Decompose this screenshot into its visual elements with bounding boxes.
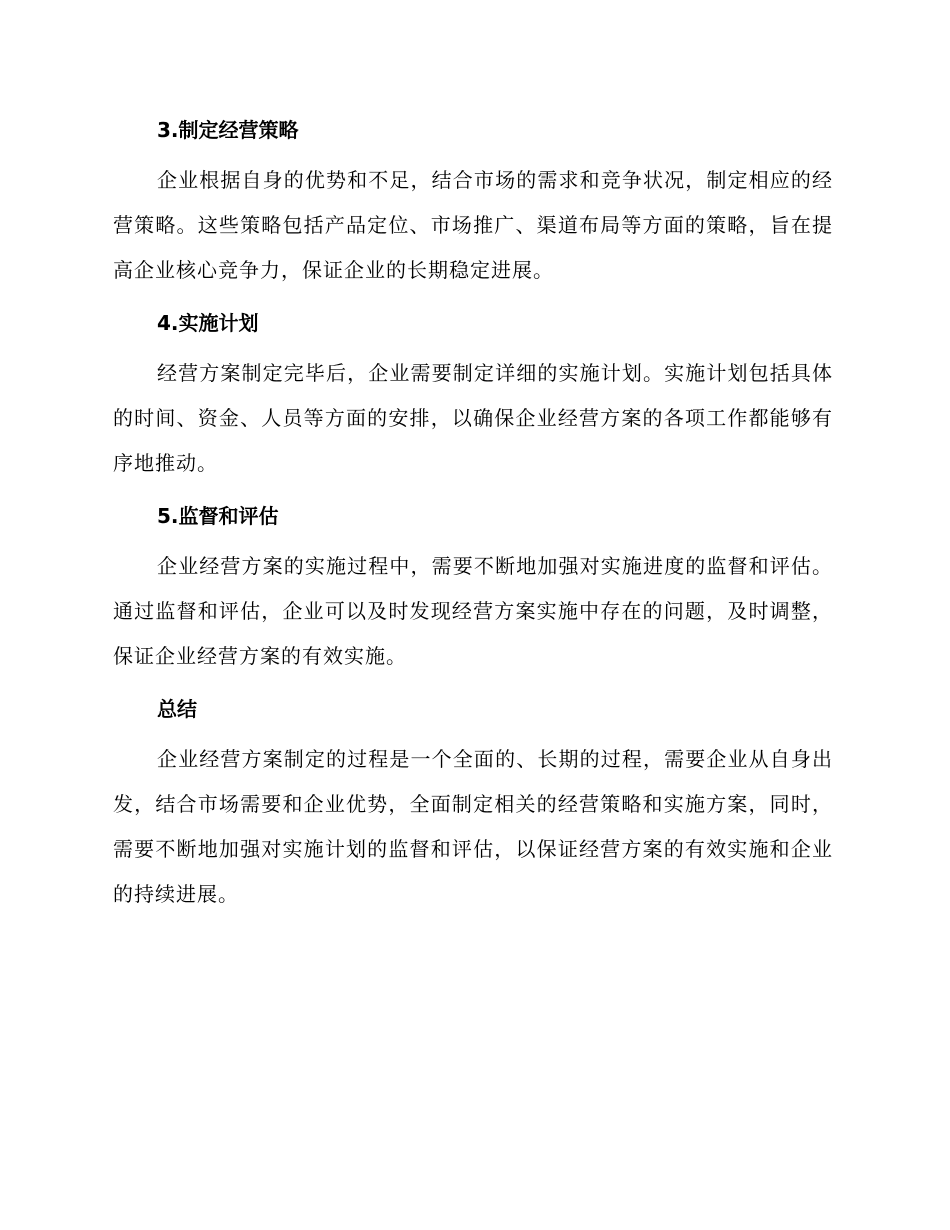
section-summary <box>113 687 833 917</box>
section-heading: 4.实施计划 <box>157 311 259 335</box>
section-strategy <box>113 108 833 293</box>
section-implementation-plan <box>113 301 833 486</box>
section-paragraph: 企业根据自身的优势和不足，结合市场的需求和竞争状况，制定相应的经营策略。这些策略包括产品定位、市场推广、渠道布局等方面的策略，旨在提高企业核心竞争力，保证企业的长期稳定进展。 <box>113 168 833 282</box>
section-supervision <box>113 494 833 679</box>
section-heading: 总结 <box>157 697 197 721</box>
section-paragraph: 经营方案制定完毕后，企业需要制定详细的实施计划。实施计划包括具体的时间、资金、人员等方面的安排，以确保企业经营方案的各项工作都能够有序地推动。 <box>113 361 833 475</box>
section-paragraph: 企业经营方案制定的过程是一个全面的、长期的过程，需要企业从自身出发，结合市场需要和企业优势，全面制定相关的经营策略和实施方案，同时，需要不断地加强对实施计划的监督和评估，以保证经营方案的有效实施和企业的持续进展。 <box>113 747 833 906</box>
section-paragraph: 企业经营方案的实施过程中，需要不断地加强对实施进度的监督和评估。通过监督和评估，企业可以及时发现经营方案实施中存在的问题，及时调整，保证企业经营方案的有效实施。 <box>113 554 833 668</box>
section-heading: 5.监督和评估 <box>157 504 279 528</box>
section-heading: 3.制定经营策略 <box>157 118 299 142</box>
document-page <box>113 108 833 925</box>
